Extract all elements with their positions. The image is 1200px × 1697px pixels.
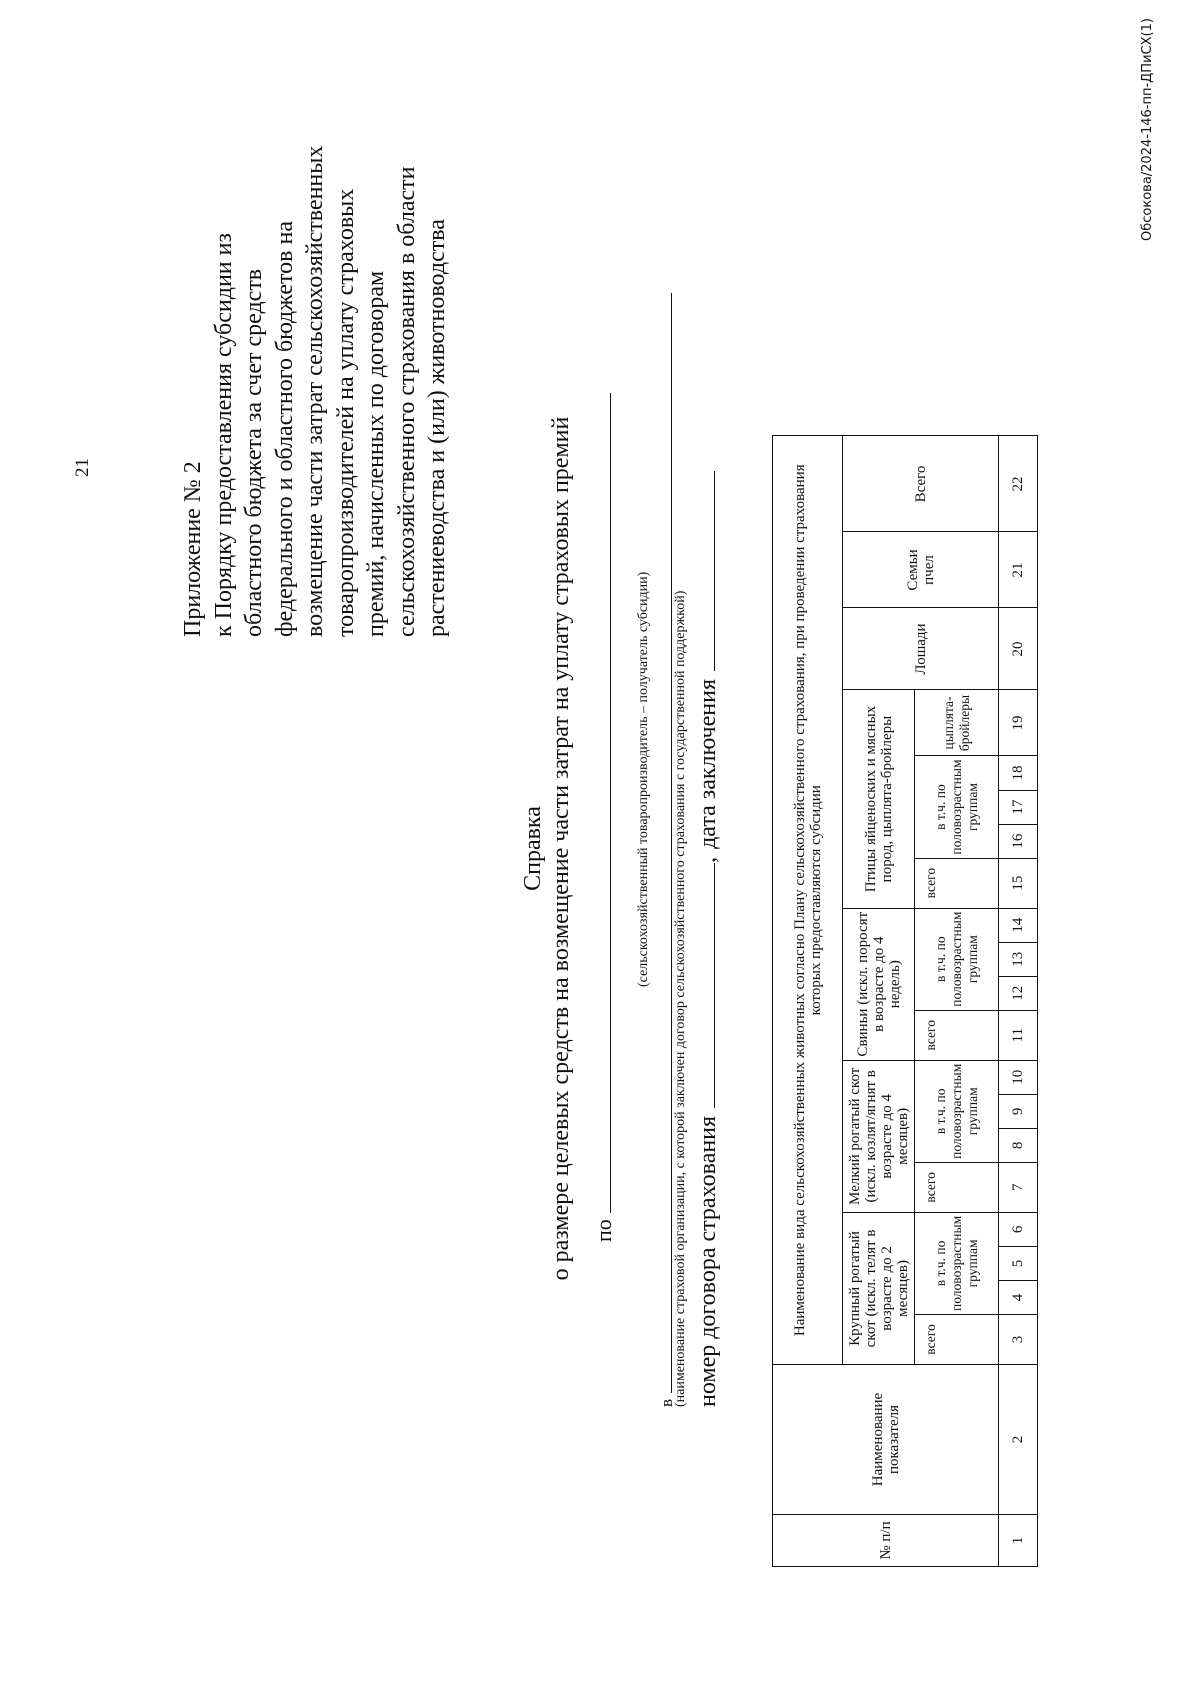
appendix-line: премий, начисленных по договорам (363, 270, 389, 637)
header-col-indicator: Наименование показателя (773, 1365, 999, 1515)
appendix-header (178, 17, 453, 637)
appendix-line: сельскохозяйственного страхования в области (393, 166, 420, 637)
header-sub-total: всего (915, 1162, 999, 1212)
contract-comma: , (695, 856, 721, 863)
column-number-cell: 4 (999, 1280, 1038, 1314)
appendix-line: федерального и областного бюджетов на (271, 221, 298, 637)
column-number-cell: 3 (999, 1315, 1038, 1365)
footer-document-code: Обсокова/2024-146-пп-ДПиСХ(1) (1140, 18, 1155, 241)
column-number-cell: 9 (999, 1094, 1038, 1128)
recipient-prefix: по (591, 1219, 616, 1242)
recipient-hint: (сельскохозяйственный товаропроизводитель – получатель субсидии) (636, 571, 651, 987)
column-number-cell: 16 (999, 824, 1038, 858)
column-number-cell: 6 (999, 1212, 1038, 1246)
subsidy-table (772, 436, 1038, 1568)
header-cattle: Крупный рогатый скот (искл. телят в возрасте до 2 месяцев) (843, 1212, 915, 1364)
header-animal-types: Наименование вида сельскохозяйственных животных согласно Плану сельскохозяйственного страхования, при проведении страхования которых предоставляются субсидии (773, 436, 843, 1365)
header-bee-colonies: Семьи пчел (843, 532, 999, 608)
column-number-cell: 7 (999, 1162, 1038, 1212)
column-number-cell: 17 (999, 790, 1038, 824)
subsidy-table-wrapper (772, 436, 1038, 1568)
document-title: Справка (520, 806, 546, 891)
header-horses: Лошади (843, 608, 999, 690)
column-number-cell: 1 (999, 1515, 1038, 1567)
header-sub-broilers: цыплята-бройлеры (915, 690, 999, 756)
header-pigs: Свиньи (искл. поросят в возрасте до 4 недель) (843, 908, 915, 1060)
recipient-field[interactable] (590, 393, 611, 1213)
appendix-line: товаропроизводителей на уплату страховых (332, 188, 359, 637)
column-number-cell: 2 (999, 1365, 1038, 1515)
column-number-cell: 10 (999, 1060, 1038, 1094)
column-number-cell: 13 (999, 942, 1038, 976)
insurer-prefix: в (657, 1398, 676, 1407)
contract-number-field[interactable] (694, 863, 715, 1108)
header-small-ruminants: Мелкий рогатый скот (искл. козлят/ягнят в возрасте до 4 месяцев) (843, 1060, 915, 1212)
column-number-cell: 14 (999, 908, 1038, 942)
header-col-number: № п/п (773, 1515, 999, 1567)
column-number-cell: 20 (999, 608, 1038, 690)
appendix-line: областного бюджета за счет средств (241, 268, 267, 637)
appendix-line: возмещение части затрат сельскохозяйственных (302, 145, 328, 637)
insurer-hint: (наименование страховой организации, с которой заключен договор сельскохозяйственного страхования с государственной поддержкой) (673, 590, 688, 1407)
document-subtitle: о размере целевых средств на возмещение части затрат на уплату страховых премий (548, 416, 574, 1281)
column-number-cell: 8 (999, 1128, 1038, 1162)
column-number-cell: 21 (999, 532, 1038, 608)
column-number-cell: 18 (999, 756, 1038, 790)
header-total: Всего (843, 436, 999, 532)
contract-date-field[interactable] (694, 471, 715, 671)
header-sub-by-groups: в т.ч. по половозрастным группам (915, 1212, 999, 1314)
column-number-cell: 22 (999, 436, 1038, 532)
header-sub-total: всего (915, 1315, 999, 1365)
recipient-line (590, 393, 617, 1242)
page-number: 21 (72, 458, 93, 477)
column-number-cell: 5 (999, 1246, 1038, 1280)
appendix-line: Приложение № 2 (180, 461, 206, 637)
appendix-line: растениеводства и (или) животноводства (424, 219, 450, 637)
column-number-cell: 12 (999, 976, 1038, 1010)
insurer-field[interactable] (655, 293, 672, 1393)
header-sub-total: всего (915, 1010, 999, 1060)
contract-line (694, 471, 722, 1407)
column-number-cell: 19 (999, 690, 1038, 756)
contract-number-label: номер договора страхования (695, 1115, 721, 1407)
column-number-cell: 11 (999, 1010, 1038, 1060)
header-birds: Птицы яйценоских и мясных пород, цыплята-бройлеры (843, 690, 915, 908)
header-sub-by-groups: в т.ч. по половозрастным группам (915, 908, 999, 1010)
header-sub-total: всего (915, 858, 999, 908)
appendix-line: к Порядку предоставления субсидии из (210, 233, 237, 637)
header-sub-by-groups: в т.ч. по половозрастным группам (915, 1060, 999, 1162)
column-number-cell: 15 (999, 858, 1038, 908)
contract-date-label: дата заключения (695, 679, 721, 849)
header-sub-by-groups: в т.ч. по половозрастным группам (915, 756, 999, 858)
